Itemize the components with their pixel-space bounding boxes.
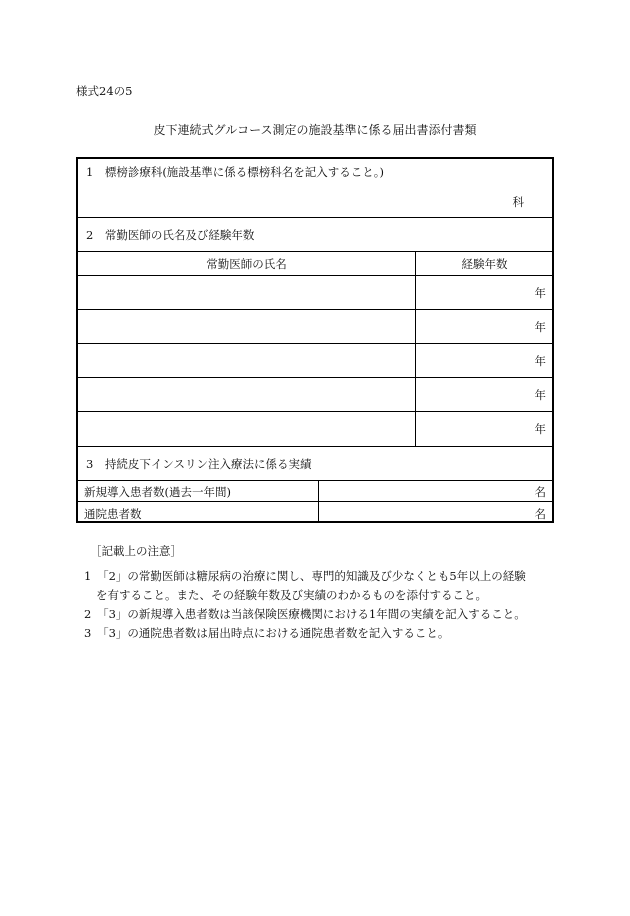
section2-heading: 2 常勤医師の氏名及び経験年数 xyxy=(86,228,255,242)
new-patients-label: 新規導入患者数(過去一年間) xyxy=(84,485,231,499)
notes-heading: ［記載上の注意］ xyxy=(90,544,182,558)
divider xyxy=(78,411,552,412)
divider xyxy=(78,309,552,310)
note-1-line-1: 1 「2」の常勤医師は糖尿病の治療に関し、専門的知識及び少なくとも5年以上の経験 xyxy=(84,569,526,583)
divider xyxy=(78,377,552,378)
column-divider xyxy=(415,251,416,446)
divider xyxy=(78,217,552,218)
note-2: 2 「3」の新規導入患者数は当該保険医療機関における1年間の実績を記入すること。 xyxy=(84,607,526,621)
outpatients-unit: 名 xyxy=(534,507,546,521)
years-cell-2: 年 xyxy=(534,320,546,334)
column-header-experience-years: 経験年数 xyxy=(461,257,508,271)
note-3: 3 「3」の通院患者数は届出時点における通院患者数を記入すること。 xyxy=(84,626,450,640)
divider xyxy=(78,480,552,481)
section1-unit: 科 xyxy=(512,195,524,209)
new-patients-unit: 名 xyxy=(534,485,546,499)
years-cell-5: 年 xyxy=(534,422,546,436)
divider xyxy=(78,251,552,252)
note-1-line-2: を有すること。また、その経験年数及び実績のわかるものを添付すること。 xyxy=(96,588,487,602)
years-cell-1: 年 xyxy=(534,286,546,300)
divider xyxy=(78,275,552,276)
form-table xyxy=(76,157,554,523)
section1-heading: 1 標榜診療科(施設基準に係る標榜科名を記入すること。) xyxy=(86,165,385,179)
years-cell-3: 年 xyxy=(534,354,546,368)
divider xyxy=(78,343,552,344)
divider xyxy=(78,501,552,502)
outpatients-label: 通院患者数 xyxy=(84,507,142,521)
years-cell-4: 年 xyxy=(534,388,546,402)
divider xyxy=(78,446,552,447)
form-number: 様式24の5 xyxy=(76,84,133,98)
document-title: 皮下連続式グルコース測定の施設基準に係る届出書添付書類 xyxy=(153,123,477,137)
section3-heading: 3 持続皮下インスリン注入療法に係る実績 xyxy=(86,457,312,471)
column-header-doctor-name: 常勤医師の氏名 xyxy=(206,257,287,271)
